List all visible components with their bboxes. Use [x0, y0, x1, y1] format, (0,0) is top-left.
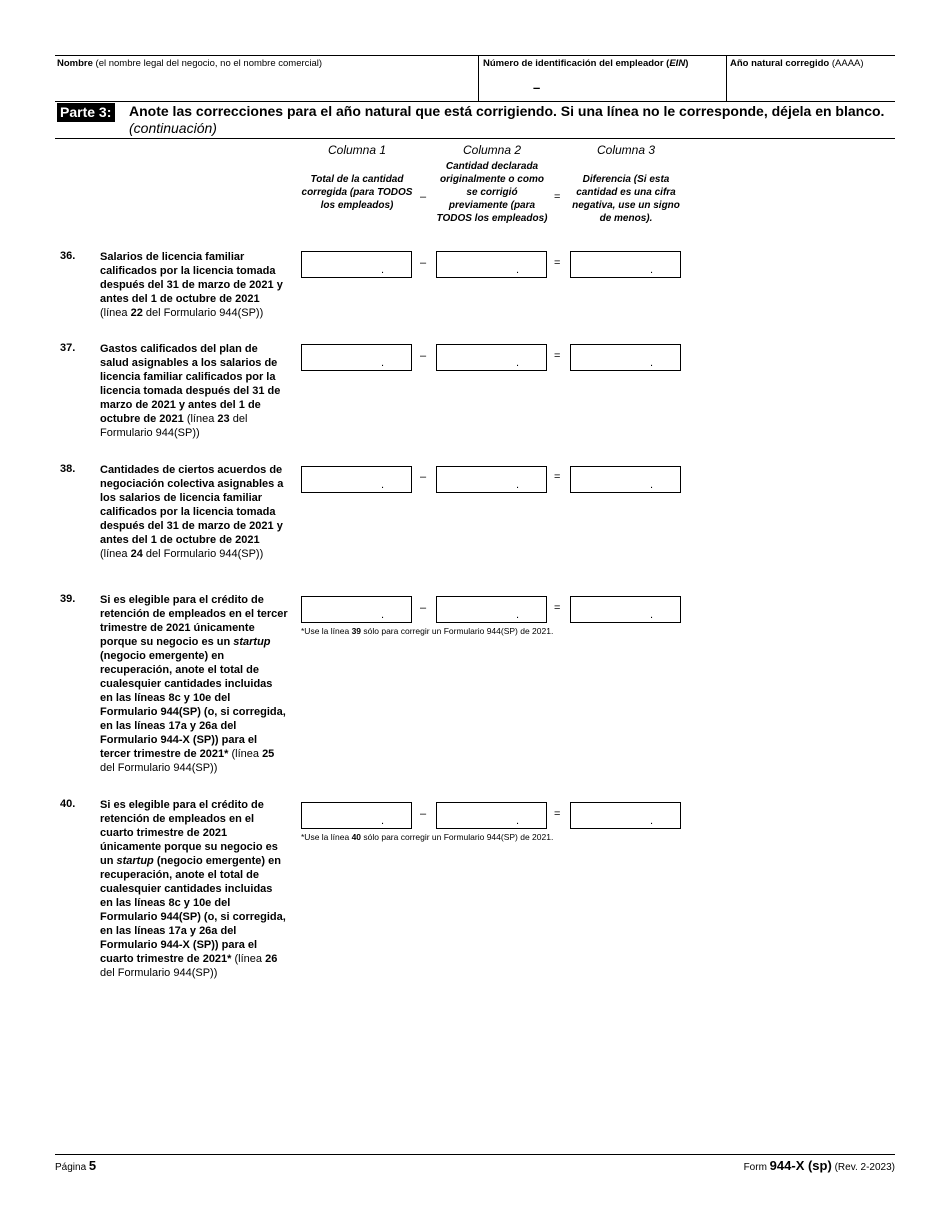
ein-label-close: )	[685, 58, 689, 69]
decimal-point: .	[650, 815, 654, 827]
form-label: Form	[743, 1162, 770, 1173]
minus-sign: –	[420, 602, 427, 614]
ein-label: Número de identificación del empleador (	[483, 58, 670, 69]
minus-sign: –	[420, 257, 427, 269]
line-text-ref-a: (línea	[183, 413, 218, 425]
decimal-point: .	[381, 479, 385, 491]
decimal-point: .	[650, 264, 654, 276]
line-39-col-3-input[interactable]	[570, 596, 681, 623]
note-text: sólo para corregir un Formulario 944(SP) de 2021.	[361, 626, 554, 636]
decimal-point: .	[381, 264, 385, 276]
line-text-bold: (negocio emergente) en recuperación, anote el total de cualesquier cantidades incluidas en las líneas 8c y 10e del Formulario 944(SP) (o, si corregida, en las líneas 17a y 26a del Formulario 944-X (SP)) para el tercer trimestre de 2021*	[100, 650, 286, 760]
divider	[55, 138, 895, 139]
line-37-col-1-input[interactable]	[301, 344, 412, 371]
line-36-col-2-input[interactable]	[436, 251, 547, 278]
decimal-point: .	[516, 479, 520, 491]
equals-sign: =	[554, 471, 561, 483]
minus-sign: –	[420, 350, 427, 362]
equals-sign: =	[554, 350, 561, 362]
line-39-note	[301, 626, 553, 636]
line-text-bold: Si es elegible para el crédito de retención de empleados en el tercer trimestre de 2021 únicamente porque su negocio es un	[100, 594, 288, 648]
line-number: 38.	[60, 463, 76, 475]
part-header	[55, 101, 895, 136]
line-37-col-2-input[interactable]	[436, 344, 547, 371]
line-39-col-1-input[interactable]	[301, 596, 412, 623]
name-label: Nombre	[57, 58, 93, 69]
part-title-text: Anote las correcciones para el año natural que está corrigiendo. Si una línea no le corresponde, déjela en blanco.	[129, 103, 885, 119]
footer-divider	[55, 1154, 895, 1155]
note-ref-number: 39	[351, 626, 362, 636]
line-40-col-3-input[interactable]	[570, 802, 681, 829]
line-39-col-2-input[interactable]	[436, 596, 547, 623]
line-number: 36.	[60, 250, 76, 262]
line-39-text	[100, 593, 288, 775]
line-number: 40.	[60, 798, 76, 810]
line-text-bold: (negocio emergente) en recuperación, anote el total de cualesquier cantidades incluidas en las líneas 8c y 10e del Formulario 944(SP) (o, si corregida, en las líneas 17a y 26a del Formulario 944-X (SP)) para el cuarto trimestre de 2021*	[100, 855, 286, 965]
part-title-suffix: (continuación)	[129, 120, 217, 136]
line-text-ref-b: del Formulario 944(SP))	[100, 967, 218, 979]
line-36-text	[100, 250, 288, 320]
line-38-col-2-input[interactable]	[436, 466, 547, 493]
line-text-ref-b: del Formulario 944(SP))	[142, 548, 264, 560]
page-number	[55, 1158, 96, 1173]
line-text-ref-a: (línea	[228, 748, 263, 760]
line-text-ref-a: (línea	[231, 953, 266, 965]
year-label-note: (AAAA)	[829, 58, 864, 69]
line-number: 39.	[60, 593, 76, 605]
ein-field[interactable]	[479, 56, 727, 102]
line-ref-number: 22	[130, 307, 143, 319]
column-2-head: Columna 2	[462, 143, 522, 157]
line-37-text	[100, 342, 288, 440]
column-1-desc: Total de la cantidad corregida (para TODOS los empleados)	[301, 174, 413, 211]
line-38-col-1-input[interactable]	[301, 466, 412, 493]
line-text-ref-a: (línea	[100, 548, 131, 560]
line-text-bold: Si es elegible para el crédito de retención de empleados en el cuarto trimestre de 2021 únicamente porque su negocio es un	[100, 799, 278, 867]
line-40-col-1-input[interactable]	[301, 802, 412, 829]
decimal-point: .	[381, 815, 385, 827]
line-text-ref-b: del Formulario 944(SP))	[100, 413, 248, 439]
equals-sign: =	[554, 808, 561, 820]
header-row	[55, 55, 895, 102]
year-label: Año natural corregido	[730, 58, 830, 69]
line-36-col-3-input[interactable]	[570, 251, 681, 278]
line-text-bold: Cantidades de ciertos acuerdos de negociación colectiva asignables a los salarios de licencia familiar calificados por la licencia tomada después del 31 de marzo de 2021 y antes del 1 de octubre de 2021	[100, 464, 284, 546]
decimal-point: .	[650, 609, 654, 621]
form-id	[744, 1158, 895, 1173]
equals-sign: =	[554, 191, 561, 203]
line-text-ref-b: del Formulario 944(SP))	[142, 307, 264, 319]
page-label: Página	[55, 1162, 89, 1173]
column-3-desc: Diferencia (Si esta cantidad es una cifra negativa, use un signo de menos).	[572, 174, 680, 224]
minus-sign: –	[420, 808, 427, 820]
year-field[interactable]	[727, 56, 895, 102]
decimal-point: .	[516, 264, 520, 276]
column-1-head: Columna 1	[327, 143, 387, 157]
decimal-point: .	[516, 815, 520, 827]
line-40-note	[301, 832, 553, 842]
part-label: Parte 3:	[57, 103, 115, 122]
decimal-point: .	[650, 357, 654, 369]
line-40-col-2-input[interactable]	[436, 802, 547, 829]
decimal-point: .	[516, 609, 520, 621]
line-text-italic: startup	[116, 855, 154, 867]
decimal-point: .	[650, 479, 654, 491]
ein-separator: –	[533, 80, 541, 95]
minus-sign: –	[420, 471, 427, 483]
name-label-note: (el nombre legal del negocio, no el nombre comercial)	[92, 58, 323, 69]
part-title	[129, 103, 895, 137]
line-text-bold: Salarios de licencia familiar calificados por la licencia tomada después del 31 de marzo de 2021 y antes del 1 de octubre de 2021	[100, 251, 283, 305]
equals-sign: =	[554, 257, 561, 269]
line-ref-number: 25	[262, 748, 275, 760]
line-ref-number: 23	[217, 413, 230, 425]
note-ref-number: 40	[351, 832, 362, 842]
form-revision: (Rev. 2-2023)	[831, 1162, 895, 1173]
line-37-col-3-input[interactable]	[570, 344, 681, 371]
column-3-head: Columna 3	[596, 143, 656, 157]
line-38-text	[100, 463, 288, 561]
decimal-point: .	[381, 609, 385, 621]
ein-label-abbr: EIN	[669, 58, 686, 69]
line-40-text	[100, 798, 288, 980]
page-num: 5	[88, 1158, 97, 1173]
decimal-point: .	[516, 357, 520, 369]
column-2-desc: Cantidad declarada originalmente o como se corrigió previamente (para TODOS los empleados)	[436, 161, 548, 224]
decimal-point: .	[381, 357, 385, 369]
name-field[interactable]	[55, 56, 479, 102]
note-text: sólo para corregir un Formulario 944(SP) de 2021.	[361, 832, 554, 842]
line-number: 37.	[60, 342, 76, 354]
line-text-ref-a: (línea	[100, 307, 131, 319]
form-name: 944-X (sp)	[769, 1158, 832, 1173]
equals-sign: =	[554, 602, 561, 614]
note-text: *Use la línea	[301, 832, 352, 842]
line-ref-number: 26	[265, 953, 278, 965]
line-38-col-3-input[interactable]	[570, 466, 681, 493]
line-36-col-1-input[interactable]	[301, 251, 412, 278]
line-text-ref-b: del Formulario 944(SP))	[100, 762, 218, 774]
line-ref-number: 24	[130, 548, 143, 560]
note-text: *Use la línea	[301, 626, 352, 636]
line-text-italic: startup	[233, 636, 271, 648]
minus-sign: –	[420, 191, 427, 203]
line-text-bold: Gastos calificados del plan de salud asignables a los salarios de licencia familiar calificados por la licencia tomada después del 31 de marzo de 2021 y antes del 1 de octubre de 2021	[100, 343, 281, 425]
